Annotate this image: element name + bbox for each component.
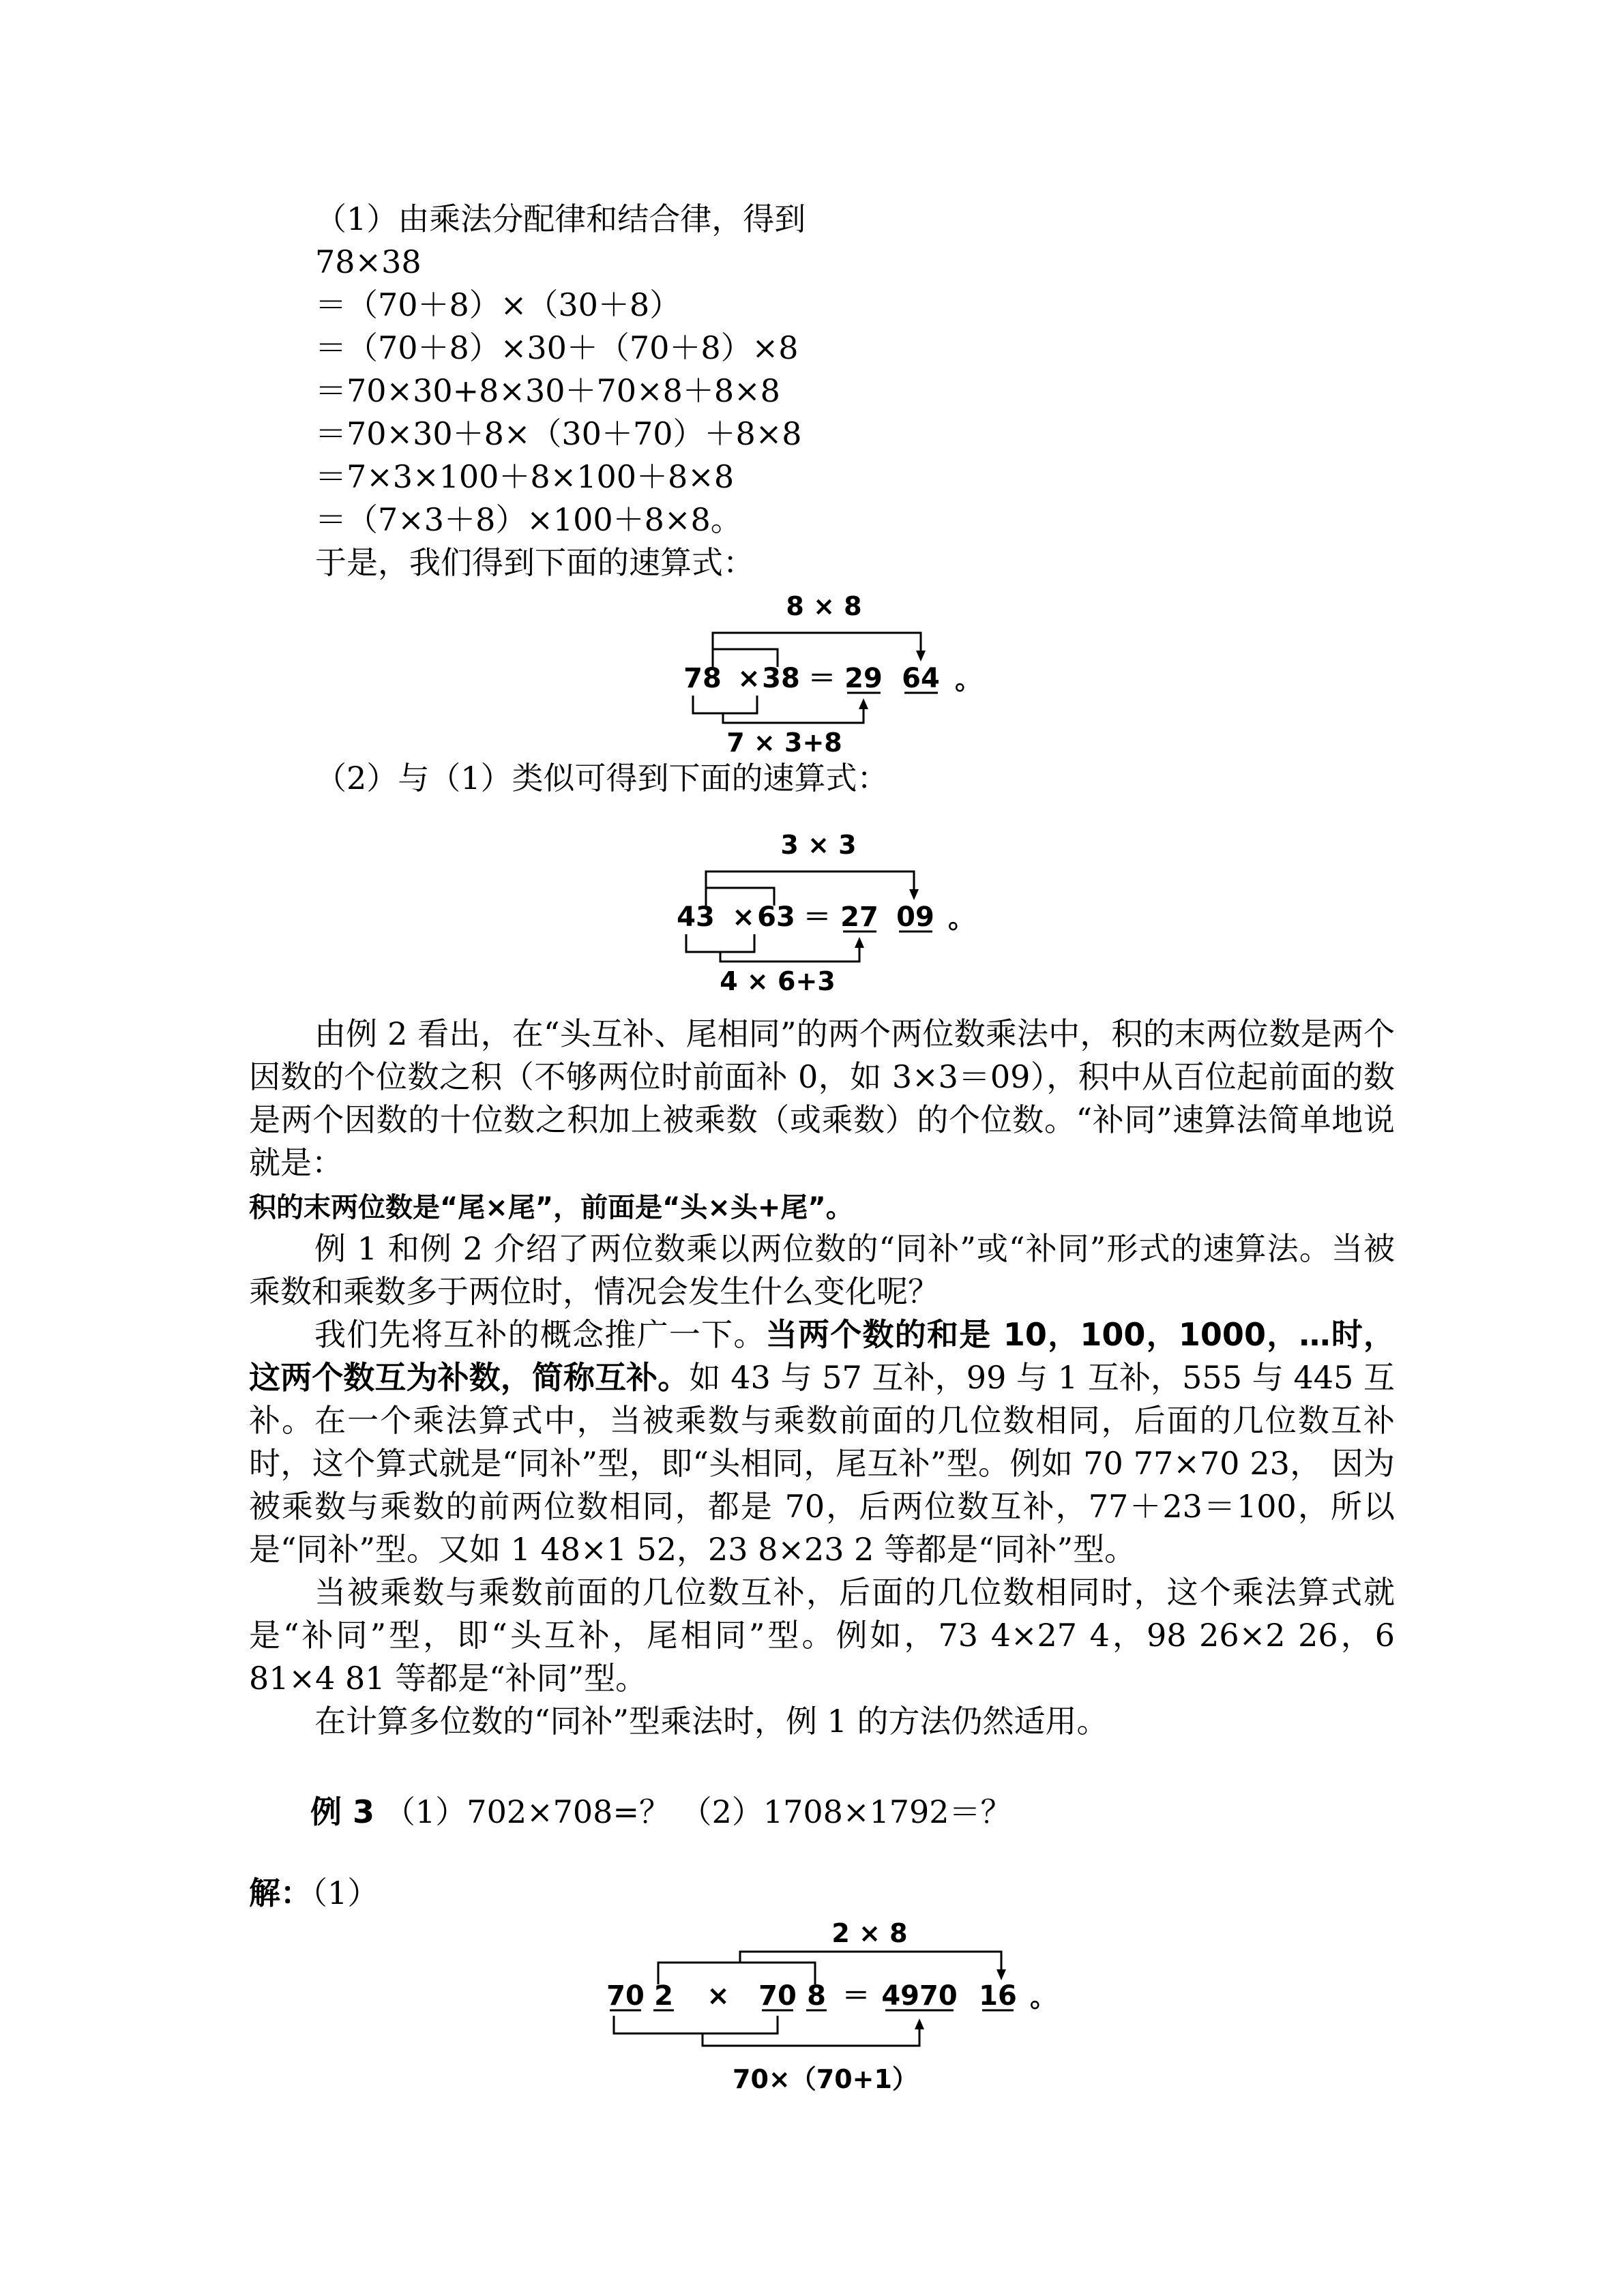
d1-bottom-label: 7 × 3+8 bbox=[726, 728, 842, 757]
d3-a2: 2 bbox=[654, 1980, 673, 2012]
d1-end: 。 bbox=[955, 664, 982, 696]
d2-a: 43 bbox=[677, 901, 715, 933]
d1-top-label: 8 × 8 bbox=[786, 591, 862, 621]
para3-bold: 当两个数的和是 10，100，1000，…时，这两个数互为补数，简称互补。 bbox=[249, 1316, 1396, 1396]
step-4: ＝70×30+8×30＋70×8＋8×8 bbox=[315, 372, 780, 409]
d3-b2: 8 bbox=[807, 1980, 826, 2012]
step-2: ＝（70＋8）×（30＋8） bbox=[315, 286, 681, 323]
d2-end: 。 bbox=[948, 903, 975, 934]
diagram-3 bbox=[593, 1909, 1057, 2107]
d2-r1: 27 bbox=[840, 901, 879, 933]
step-6: ＝7×3×100＋8×100＋8×8 bbox=[315, 458, 735, 495]
d3-end: 。 bbox=[1030, 1982, 1057, 2013]
d3-r1: 4970 bbox=[881, 1980, 958, 2012]
step-7: ＝（7×3＋8）×100＋8×8。 bbox=[315, 501, 742, 538]
part2-intro: （2）与（1）类似可得到下面的速算式： bbox=[315, 760, 889, 796]
example-3 bbox=[310, 1791, 1012, 1833]
part1-intro: （1）由乘法分配律和结合律，得到 bbox=[315, 200, 806, 237]
d3-a1: 70 bbox=[606, 1980, 645, 2012]
d1-r1: 29 bbox=[844, 663, 883, 694]
para3-a: 我们先将互补的概念推广一下。 bbox=[314, 1316, 766, 1353]
d1-a: 78 bbox=[683, 663, 722, 694]
paragraph-1: 由例 2 看出，在“头互补、尾相同”的两个两位数乘法中，积的末两位数是两个因数的个位数之积（不够两位时前面补 0，如 3×3＝09），积中从百位起前面的数是两个因数的十位数之积加上被乘数（或乘数）的个位数。“补同”速算法简单地说就是： bbox=[249, 1015, 1395, 1181]
step-1: 78×38 bbox=[315, 243, 422, 280]
step-5: ＝70×30＋8×（30＋70）＋8×8 bbox=[315, 415, 802, 452]
d3-b1: 70 bbox=[758, 1980, 797, 2012]
d2-eq: ＝ bbox=[803, 901, 831, 933]
d3-bottom-label: 70×（70+1） bbox=[733, 2064, 918, 2094]
example-3-text: （1）702×708=？ （2）1708×1792＝？ bbox=[384, 1793, 1012, 1830]
paragraph-5: 在计算多位数的“同补”型乘法时，例 1 的方法仍然适用。 bbox=[314, 1703, 1108, 1740]
d1-op: × bbox=[737, 663, 761, 694]
diagram-2 bbox=[662, 825, 989, 996]
d1-r2: 64 bbox=[902, 663, 940, 694]
paragraph-4: 当被乘数与乘数前面的几位数互补，后面的几位数相同时，这个乘法算式就是“补同”型，即“头互补，尾相同”型。例如，73 4×27 4，98 26×2 26，6 81×4 81 等都是“补同”型。 bbox=[249, 1574, 1395, 1697]
part1-conclusion: 于是，我们得到下面的速算式： bbox=[315, 544, 754, 581]
paragraph-3 bbox=[249, 1313, 1395, 1571]
d1-b: 38 bbox=[762, 663, 800, 694]
example-3-label: 例 3 bbox=[310, 1793, 375, 1830]
step-3: ＝（70＋8）×30＋（70＋8）×8 bbox=[315, 329, 799, 366]
d3-r2: 16 bbox=[979, 1980, 1017, 2012]
diagram-1 bbox=[668, 586, 996, 757]
solution-label: 解： bbox=[249, 1875, 312, 1911]
d3-op: × bbox=[707, 1980, 730, 2012]
solution bbox=[249, 1872, 379, 1914]
d1-eq: ＝ bbox=[808, 663, 836, 694]
rule-line: 积的末两位数是“尾×尾”，前面是“头×头+尾”。 bbox=[249, 1192, 853, 1223]
d3-top-label: 2 × 8 bbox=[831, 1918, 908, 1948]
para3-b: 如 43 与 57 互补，99 与 1 互补，555 与 445 互补。在一个乘法算式中，当被乘数与乘数前面的几位数相同，后面的几位数互补时，这个算式就是“同补”型，即“头相同，尾互补”型。例如 70 77×70 23， 因为被乘数与乘数的前两位数相同，都是 70，后两位数互补，77＋23＝100，所以是“同补”型。又如 1 48×1 52，23 8×23 2 等都是“同补”型。 bbox=[249, 1359, 1396, 1568]
paragraph-2: 例 1 和例 2 介绍了两位数乘以两位数的“同补”或“补同”形式的速算法。当被乘数和乘数多于两位时，情况会发生什么变化呢？ bbox=[249, 1230, 1395, 1310]
d3-eq: ＝ bbox=[842, 1980, 870, 2012]
d2-op: × bbox=[732, 901, 755, 933]
d2-top-label: 3 × 3 bbox=[780, 830, 857, 860]
d2-b: 63 bbox=[757, 901, 795, 933]
solution-text: （1） bbox=[312, 1875, 379, 1911]
d2-r2: 09 bbox=[896, 901, 934, 933]
d2-bottom-label: 4 × 6+3 bbox=[720, 966, 836, 996]
